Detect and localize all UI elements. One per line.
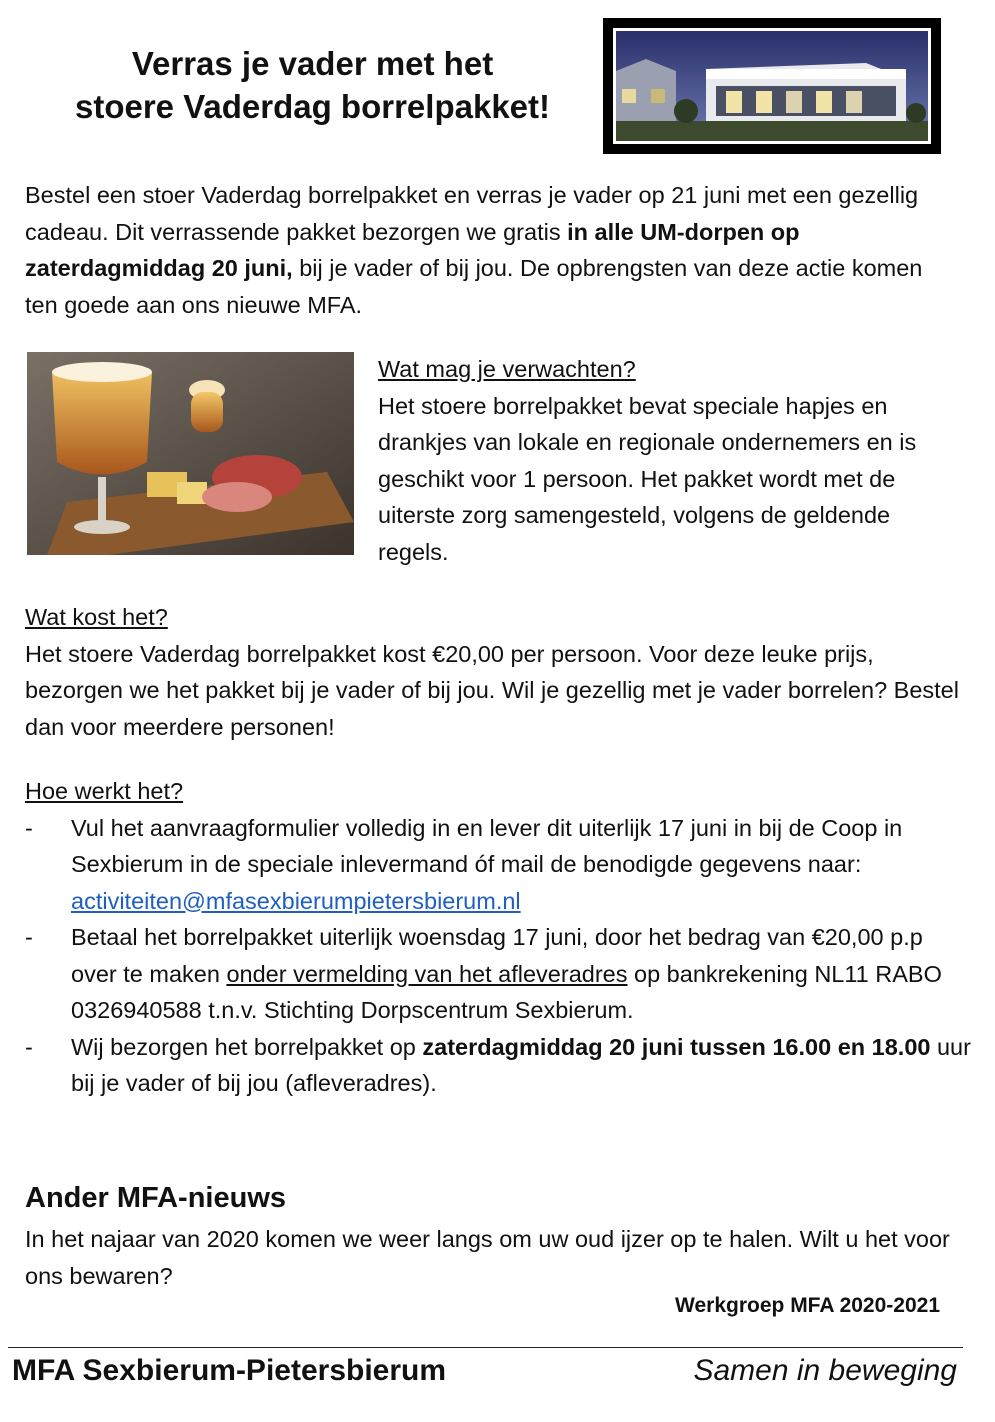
email-link[interactable]: activiteiten@mfasexbierumpietersbierum.nl — [71, 887, 521, 914]
title-line-1: Verras je vader met het — [131, 45, 494, 82]
step-2-underline: onder vermelding van het afleveradres — [226, 960, 628, 987]
title-line-2: stoere Vaderdag borrelpakket! — [74, 88, 551, 125]
list-dash: - — [25, 924, 33, 950]
cost-heading: Wat kost het? — [25, 604, 168, 630]
how-heading: Hoe werkt het? — [25, 778, 184, 804]
footer-organization: MFA Sexbierum-Pietersbierum — [12, 1354, 447, 1387]
steps-list — [25, 810, 975, 1102]
intro-text-1: Bestel een stoer Vaderdag borrelpakket en verras je vader op 21 juni met een gezellig cadeau. Dit verrassende pakket bezorgen we gratis — [25, 182, 919, 245]
step-item-2 — [25, 919, 975, 1029]
intro-text-2: bij je vader of bij jou. De opbrengsten van deze actie komen ten goede aan ons nieuwe MFA. — [25, 255, 923, 318]
step-2-text-1: Betaal het borrelpakket uiterlijk woensdag 17 juni, door het bedrag van €20,00 p.p over te maken — [71, 924, 923, 987]
signature: Werkgroep MFA 2020-2021 — [675, 1294, 940, 1317]
expect-section — [378, 351, 958, 570]
expect-heading: Wat mag je verwachten? — [378, 356, 636, 382]
building-photo — [603, 18, 941, 154]
list-dash: - — [25, 1033, 33, 1060]
news-body: In het najaar van 2020 komen we weer langs om uw oud ijzer op te halen. Wilt u het voor ons bewaren? — [25, 1226, 950, 1289]
intro-bold: in alle UM-dorpen op zaterdagmiddag 20 juni, — [25, 218, 800, 281]
news-heading: Ander MFA-nieuws — [25, 1182, 287, 1214]
step-2-text-2: op bankrekening NL11 RABO 0326940588 t.n.v. Stichting Dorpscentrum Sexbierum. — [71, 960, 942, 1023]
beer-snacks-illustration — [27, 352, 354, 555]
how-section — [25, 773, 975, 1102]
footer-slogan: Samen in beweging — [693, 1354, 957, 1387]
building-illustration — [616, 31, 928, 141]
step-item-3 — [25, 1029, 975, 1102]
page-title — [30, 42, 595, 128]
intro-paragraph — [25, 177, 955, 323]
cost-section — [25, 599, 965, 745]
step-3-text-1: Wij bezorgen het borrelpakket op — [71, 1033, 423, 1060]
step-1-text: Vul het aanvraagformulier volledig in en lever dit uiterlijk 17 juni in bij de Coop in Sexbierum in de speciale inlevermand óf mail de benodigde gegevens naar: — [71, 814, 903, 877]
footer-divider — [8, 1347, 963, 1348]
beer-snacks-photo — [27, 352, 354, 555]
cost-body: Het stoere Vaderdag borrelpakket kost €20,00 per persoon. Voor deze leuke prijs, bezorgen we het pakket bij je vader of bij jou. Wil je gezellig met je vader borrelen? Bestel dan voor meerdere personen! — [25, 640, 959, 740]
step-3-text-2: uur bij je vader of bij jou (afleveradres). — [71, 1033, 971, 1096]
building-photo-frame — [613, 28, 931, 144]
step-3-bold: zaterdagmiddag 20 juni tussen 16.00 en 18.00 — [422, 1033, 931, 1060]
step-item-1 — [25, 810, 975, 920]
list-dash: - — [25, 814, 33, 841]
expect-body: Het stoere borrelpakket bevat speciale hapjes en drankjes van lokale en regionale ondernemers en is geschikt voor 1 persoon. Het pakket wordt met de uiterste zorg samengesteld, volgens de geldende regels. — [378, 392, 917, 565]
